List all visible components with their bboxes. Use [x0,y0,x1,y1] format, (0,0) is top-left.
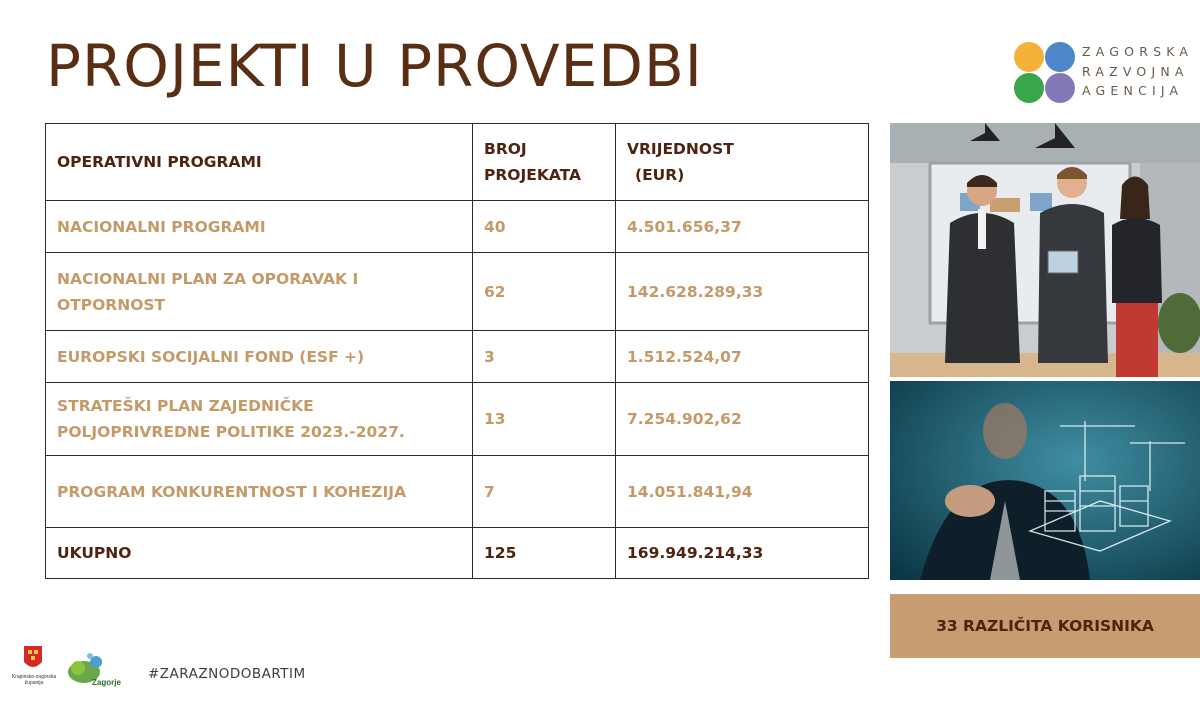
row-program: NACIONALNI PLAN ZA OPORAVAK I OTPORNOST [46,253,473,331]
table-row [46,201,869,253]
row-program: PROGRAM KONKURENTNOST I KOHEZIJA [46,456,473,528]
header-program: OPERATIVNI PROGRAMI [46,124,473,201]
logo-circle-yellow [1014,42,1044,72]
row-value: 142.628.289,33 [616,253,869,331]
zra-logo [1014,42,1194,104]
total-count: 125 [473,528,616,579]
row-count: 3 [473,331,616,383]
row-count: 13 [473,383,616,456]
row-value: 1.512.524,07 [616,331,869,383]
total-label: UKUPNO [46,528,473,579]
total-value: 169.949.214,33 [616,528,869,579]
logo-circle-blue [1045,42,1075,72]
row-count: 40 [473,201,616,253]
campaign-hashtag: #ZARAZNODOBARTIM [148,666,306,682]
row-value: 14.051.841,94 [616,456,869,528]
row-program: NACIONALNI PROGRAMI [46,201,473,253]
header-count: BROJ PROJEKATA [473,124,616,201]
row-program: EUROPSKI SOCIJALNI FOND (ESF +) [46,331,473,383]
programs-table [45,123,869,579]
row-value: 4.501.656,37 [616,201,869,253]
building-sketch-photo [890,381,1200,580]
logo-circle-green [1014,73,1044,103]
logo-line-3: AGENCIJA [1082,83,1184,98]
county-crest-label: Krapinsko-zagorska županija [11,674,57,686]
business-meeting-photo [890,123,1200,377]
row-program: STRATEŠKI PLAN ZAJEDNIČKE POLJOPRIVREDNE POLITIKE 2023.-2027. [46,383,473,456]
row-count: 62 [473,253,616,331]
logo-text [1082,42,1193,101]
table-row [46,456,869,528]
badge-text: 33 RAZLIČITA KORISNIKA [936,617,1154,635]
row-value: 7.254.902,62 [616,383,869,456]
table-row [46,253,869,331]
logo-line-1: ZAGORSKA [1082,44,1194,59]
table-row [46,331,869,383]
logo-line-2: RAZVOJNA [1082,63,1189,79]
logo-circle-purple [1045,73,1075,103]
beneficiaries-badge [890,594,1200,658]
table-total-row [46,528,869,579]
zagorje-logo-label: Zagorje [92,678,121,687]
row-count: 7 [473,456,616,528]
header-value: VRIJEDNOST (EUR) [616,124,869,201]
table-row [46,383,869,456]
table-header-row [46,124,869,201]
page-title: PROJEKTI U PROVEDBI [46,32,703,100]
